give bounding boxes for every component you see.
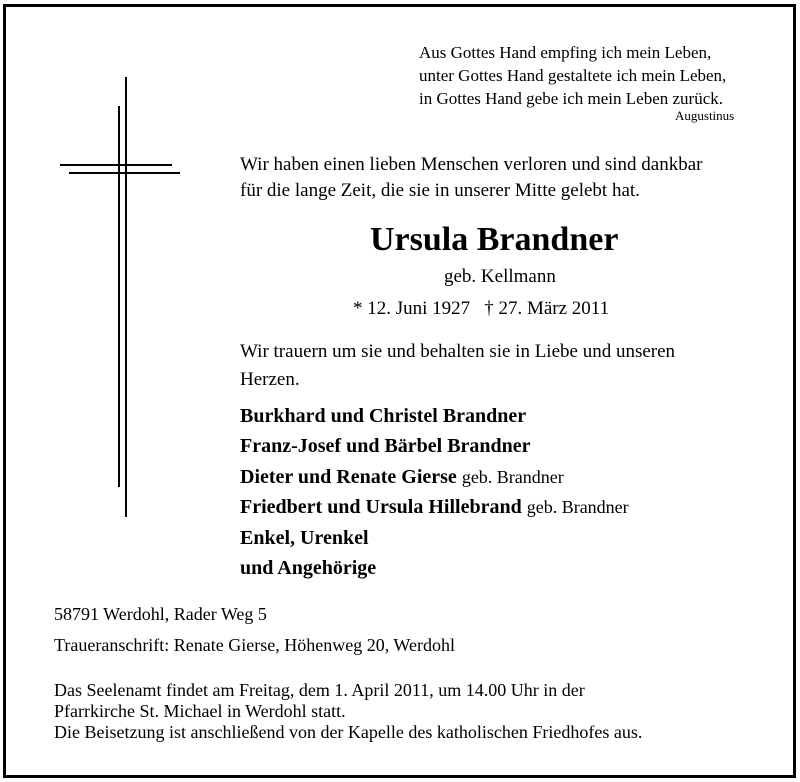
intro-text <box>240 152 702 204</box>
family-member <box>240 401 629 431</box>
cross-icon <box>6 7 206 537</box>
life-dates <box>353 298 609 320</box>
mourning-line: Wir trauern um sie und behalten sie in Liebe und unseren <box>240 341 676 362</box>
maiden-name: geb. Kellmann <box>444 266 556 287</box>
death-date: † 27. März 2011 <box>484 298 610 319</box>
family-suffix: geb. Brandner <box>461 466 564 487</box>
family-names: Franz-Josef und Bärbel Brandner <box>240 435 531 458</box>
intro-line: für die lange Zeit, die sie in unserer Mitte gelebt hat. <box>240 180 640 201</box>
service-line: Das Seelenamt findet am Freitag, dem 1. April 2011, um 14.00 Uhr in der <box>54 680 585 700</box>
address: 58791 Werdohl, Rader Weg 5 <box>54 604 267 624</box>
service-line: Pfarrkirche St. Michael in Werdohl statt. <box>54 701 346 721</box>
mourning-address: Traueranschrift: Renate Gierse, Höhenweg 20, Werdohl <box>54 635 455 655</box>
quote-author: Augustinus <box>675 108 735 123</box>
family-names: Dieter und Renate Gierse <box>240 465 457 488</box>
family-suffix: geb. Brandner <box>526 497 629 518</box>
family-member <box>240 462 629 492</box>
intro-line: Wir haben einen lieben Menschen verloren und sind dankbar <box>240 154 703 175</box>
mourning-text <box>240 338 675 394</box>
bible-quote <box>419 41 726 110</box>
family-names: Friedbert und Ursula Hillebrand <box>240 496 522 519</box>
family-member <box>240 553 629 583</box>
mourning-line: Herzen. <box>240 369 300 390</box>
quote-line: unter Gottes Hand gestaltete ich mein Leben, <box>419 66 727 85</box>
birth-date: * 12. Juni 1927 <box>353 298 471 319</box>
family-member <box>240 523 629 553</box>
quote-line: in Gottes Hand gebe ich mein Leben zurück. <box>419 89 724 108</box>
service-info <box>54 680 642 743</box>
family-names: und Angehörige <box>240 557 377 580</box>
quote-line: Aus Gottes Hand empfing ich mein Leben, <box>419 43 712 62</box>
family-names: Burkhard und Christel Brandner <box>240 405 527 427</box>
service-line: Die Beisetzung ist anschließend von der Kapelle des katholischen Friedhofes aus. <box>54 722 643 742</box>
family-list <box>240 401 629 583</box>
family-names: Enkel, Urenkel <box>240 526 369 549</box>
obituary-notice <box>3 4 796 778</box>
family-member <box>240 431 629 461</box>
family-member <box>240 492 629 522</box>
deceased-name: Ursula Brandner <box>370 221 619 258</box>
